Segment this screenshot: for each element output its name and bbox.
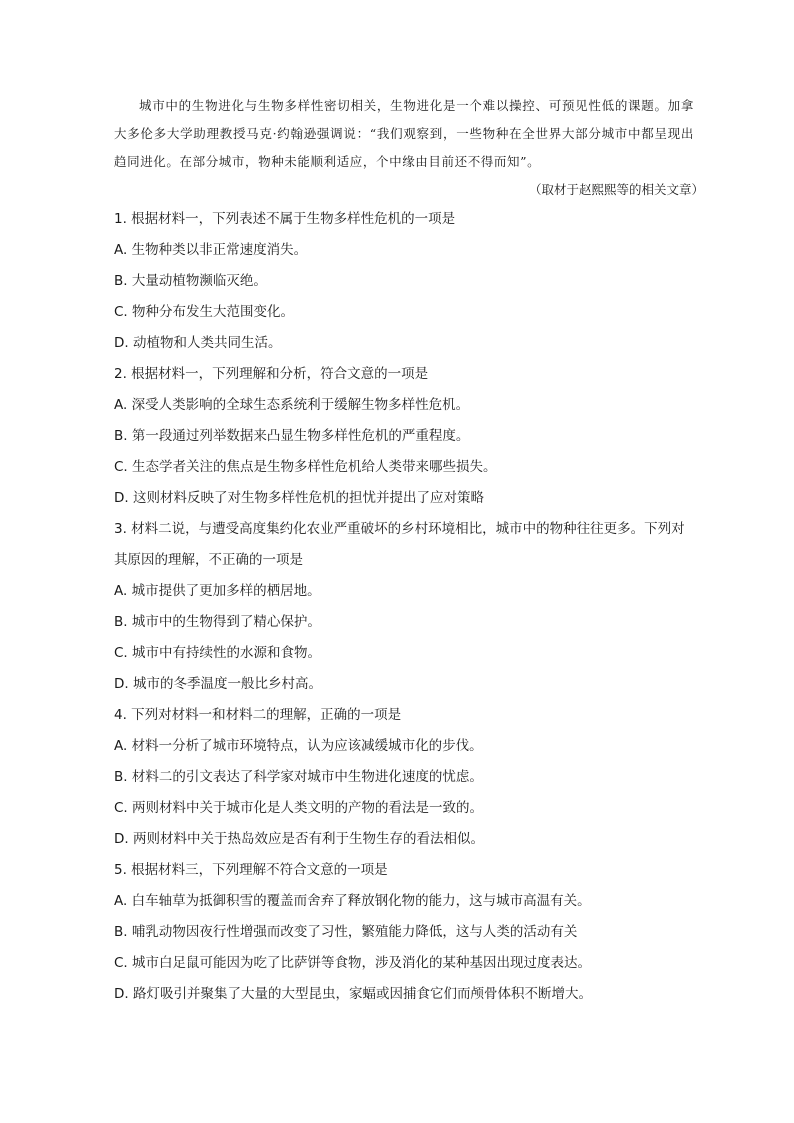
option-c: C. 生态学者关注的焦点是生物多样性危机给人类带来哪些损失。 <box>114 459 497 475</box>
option-d: D. 两则材料中关于热岛效应是否有利于生物生存的看法相似。 <box>114 831 484 847</box>
option-c: C. 城市白足鼠可能因为吃了比萨饼等食物，涉及消化的某种基因出现过度表达。 <box>114 955 592 971</box>
question-stem: 4. 下列对材料一和材料二的理解，正确的一项是 <box>114 707 402 723</box>
option-b: B. 第一段通过列举数据来凸显生物多样性危机的严重程度。 <box>114 428 470 444</box>
option-b: B. 材料二的引文表达了科学家对城市中生物进化速度的忧虑。 <box>114 769 483 785</box>
question-stem: 3. 材料二说，与遭受高度集约化农业严重破坏的乡村环境相比，城市中的物种往往更多。下列对其原因的理解，不正确的一项是 <box>114 521 685 568</box>
option-a: A. 深受人类影响的全球生态系统利于缓解生物多样性危机。 <box>114 397 470 413</box>
question-stem: 5. 根据材料三，下列理解不符合文意的一项是 <box>114 862 388 878</box>
option-a: A. 材料一分析了城市环境特点，认为应该减缓城市化的步伐。 <box>114 738 483 754</box>
option-a: A. 城市提供了更加多样的栖居地。 <box>114 583 321 599</box>
option-c: C. 物种分布发生大范围变化。 <box>114 304 295 320</box>
option-c: C. 两则材料中关于城市化是人类文明的产物的看法是一致的。 <box>114 800 484 816</box>
question-5 <box>114 855 694 1010</box>
passage-source: （取材于赵熙熙等的相关文章） <box>528 182 704 197</box>
option-a: A. 生物种类以非正常速度消失。 <box>114 242 308 258</box>
option-d: D. 路灯吸引并聚集了大量的大型昆虫，家蝠或因捕食它们而颅骨体积不断增大。 <box>114 986 592 1002</box>
question-3 <box>114 514 694 700</box>
option-d: D. 动植物和人类共同生活。 <box>114 335 282 351</box>
option-b: B. 城市中的生物得到了精心保护。 <box>114 614 321 630</box>
question-1 <box>114 204 694 359</box>
option-a: A. 白车轴草为抵御积雪的覆盖而舍弃了释放钢化物的能力，这与城市高温有关。 <box>114 893 591 909</box>
question-stem: 1. 根据材料一，下列表述不属于生物多样性危机的一项是 <box>114 211 456 227</box>
question-2 <box>114 359 694 514</box>
question-4 <box>114 700 694 855</box>
passage-paragraph: 城市中的生物进化与生物多样性密切相关，生物进化是一个难以操控、可预见性低的课题。加拿大多伦多大学助理教授马克·约翰逊强调说：“我们观察到，一些物种在全世界大部分城市中都呈现出趋同进化。在部分城市，物种未能顺利适应，个中缘由目前还不得而知”。 <box>114 98 694 169</box>
option-c: C. 城市中有持续性的水源和食物。 <box>114 645 322 661</box>
option-d: D. 这则材料反映了对生物多样性危机的担忧并提出了应对策略 <box>114 490 484 506</box>
option-d: D. 城市的冬季温度一般比乡村高。 <box>114 676 322 692</box>
option-b: B. 大量动植物濒临灭绝。 <box>114 273 267 289</box>
option-b: B. 哺乳动物因夜行性增强而改变了习性，繁殖能力降低，这与人类的活动有关 <box>114 924 578 940</box>
question-stem: 2. 根据材料一，下列理解和分析，符合文意的一项是 <box>114 366 429 382</box>
